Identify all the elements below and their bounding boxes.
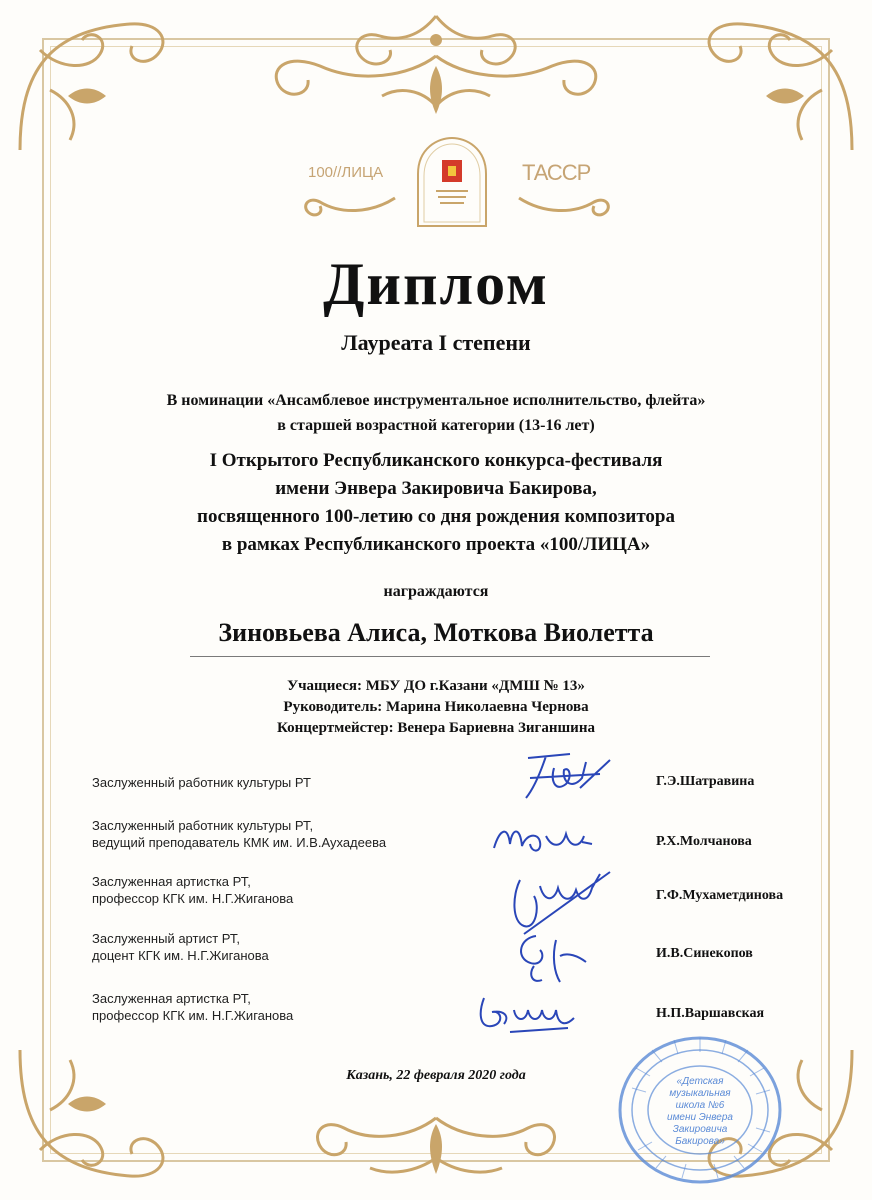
nomination-line: В номинации «Ансамблевое инструментальное исполнительство, флейта» [166, 392, 706, 409]
accompanist-line: Концертмейстер: Венера Бариевна Зиганшина [277, 720, 595, 736]
signature-1 [510, 748, 620, 804]
age-category-line: в старшей возрастной категории (13-16 лет) [277, 417, 595, 434]
bottom-ornament [300, 1098, 572, 1190]
bottom-left-corner-ornament [10, 1040, 180, 1190]
signatory-title-1: Заслуженный работник культуры РТ [92, 775, 311, 790]
signatory-name-3: Г.Ф.Мухаметдинова [656, 888, 784, 903]
signatory-title-4: Заслуженный артист РТ, доцент КГК им. Н.Г.Жиганова [92, 931, 269, 963]
teacher-line: Руководитель: Марина Николаевна Чернова [283, 699, 589, 715]
signatory-title-3: Заслуженная артистка РТ, профессор КГК им. Н.Г.Жиганова [92, 874, 294, 906]
recipient-names: Зиновьева Алиса, Моткова Виолетта [218, 618, 654, 647]
signature-5 [470, 980, 580, 1044]
signatory-title-5: Заслуженная артистка РТ, профессор КГК им. Н.Г.Жиганова [92, 991, 294, 1023]
tassr-logo: ТАССР [522, 160, 591, 185]
signatory-title-2: Заслуженный работник культуры РТ, ведущий преподаватель КМК им. И.В.Аухадеева [92, 818, 387, 850]
signatory-name-5: Н.П.Варшавская [656, 1006, 765, 1021]
stamp-text: «Детская музыкальная школа №6 имени Энвера Закировича Бакирова» [667, 1076, 733, 1147]
signatory-name-4: И.В.Синекопов [656, 946, 753, 961]
festival-line-4: в рамках Республиканского проекта «100/ЛИЦА» [221, 534, 651, 555]
signature-4 [506, 926, 596, 988]
names-underline [190, 656, 710, 657]
signatory-name-1: Г.Э.Шатравина [656, 774, 755, 789]
nomination-block [0, 388, 872, 438]
left-logo-swirl [300, 190, 400, 220]
awarded-label: награждаются [383, 583, 489, 600]
school-line: Учащиеся: МБУ ДО г.Казани «ДМШ № 13» [287, 678, 585, 694]
signatory-name-2: Р.Х.Молчанова [656, 834, 752, 849]
emblem-icon [408, 134, 496, 230]
signature-2 [486, 814, 596, 866]
diploma-title: Диплом [323, 251, 549, 317]
right-logo-swirl [514, 190, 614, 220]
festival-line-3: посвященного 100-летию со дня рождения композитора [197, 506, 675, 527]
festival-line-2: имени Энвера Закировича Бакирова, [275, 478, 597, 499]
project-logo: 100//ЛИЦА [308, 164, 384, 181]
logos-row [0, 130, 872, 240]
laureate-degree: Лауреата I степени [341, 330, 531, 355]
festival-line-1: I Открытого Республиканского конкурса-фестиваля [209, 450, 663, 471]
issue-date: Казань, 22 февраля 2020 года [346, 1068, 526, 1083]
festival-block [0, 447, 872, 559]
top-ornament [250, 6, 622, 126]
students-block [0, 676, 872, 739]
